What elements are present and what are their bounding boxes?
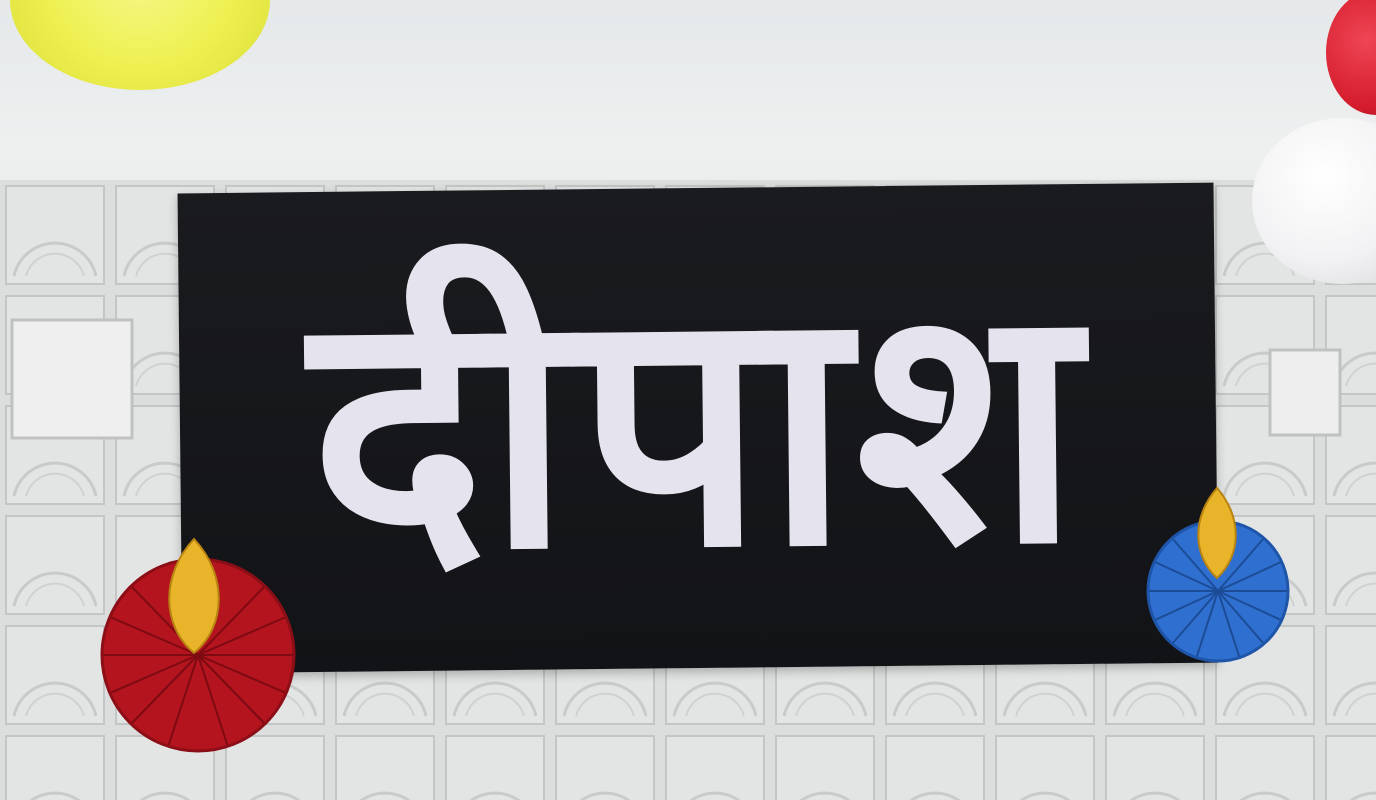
banner-title: दीपाश [307,231,1088,625]
red-paper-diya [98,535,298,757]
black-banner [178,183,1219,674]
blue-paper-diya [1145,486,1291,664]
